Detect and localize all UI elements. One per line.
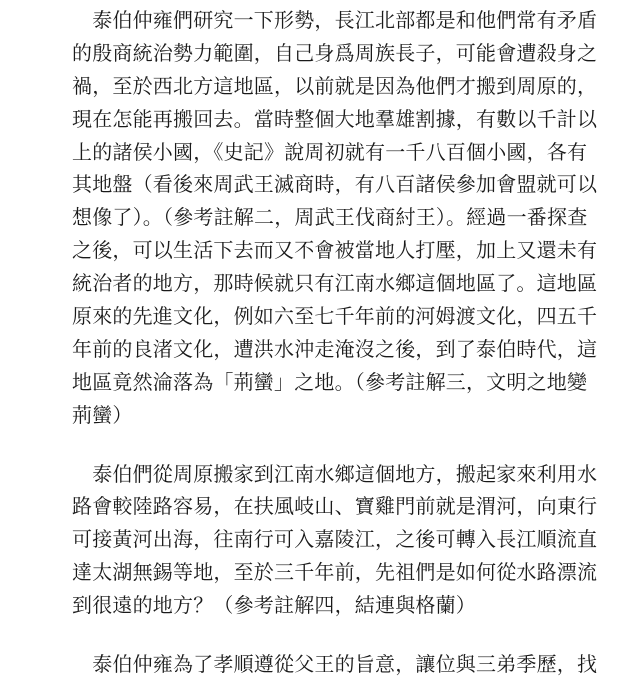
text-line: 其地盤（看後來周武王滅商時，有八百諸侯參加會盟就可以 [72,172,598,197]
text-line: 泰伯們從周原搬家到江南水鄉這個地方，搬起家來利用水 [72,461,598,486]
text-line: 泰伯仲雍為了孝順遵從父王的旨意，讓位與三弟季歷，找 [72,652,598,677]
text-line: 地區竟然淪落為「荊蠻」之地。（參考註解三，文明之地變 [72,369,588,394]
text-line: 原來的先進文化，例如六至七千年前的河姆渡文化，四五千 [72,304,598,329]
document-body [72,4,598,681]
text-line: 到很遠的地方？（參考註解四，結連與格蘭） [72,593,476,618]
text-line: 荊蠻） [72,402,133,427]
paragraph-3 [72,648,598,681]
text-line: 的殷商統治勢力範圍，自己身爲周族長子，可能會遭殺身之 [72,40,598,65]
paragraph-1 [72,4,598,432]
text-line: 可接黃河出海，往南行可入嘉陵江，之後可轉入長江順流直 [72,527,598,552]
text-line: 達太湖無錫等地，至於三千年前，先祖們是如何從水路漂流 [72,560,598,585]
text-line: 現在怎能再搬回去。當時整個大地羣雄割據，有數以千計以 [72,106,598,131]
text-line: 上的諸侯小國，《史記》說周初就有一千八百個小國，各有 [72,139,588,164]
text-line: 年前的良渚文化，遭洪水沖走淹沒之後，到了泰伯時代，這 [72,336,598,361]
text-line: 之後，可以生活下去而又不會被當地人打壓，加上又還未有 [72,238,598,263]
text-line: 路會較陸路容易，在扶風岐山、寶雞門前就是渭河，向東行 [72,494,598,519]
text-line: 統治者的地方，那時候就只有江南水鄉這個地區了。這地區 [72,271,598,296]
text-line: 禍，至於西北方這地區，以前就是因為他們才搬到周原的， [72,73,598,98]
paragraph-spacer [72,622,566,648]
paragraph-spacer [72,432,566,458]
text-line: 想像了）。（參考註解二，周武王伐商紂王）。經過一番探查 [72,205,588,230]
text-line: 泰伯仲雍們研究一下形勢，長江北部都是和他們常有矛盾 [72,8,598,32]
paragraph-2 [72,458,598,622]
